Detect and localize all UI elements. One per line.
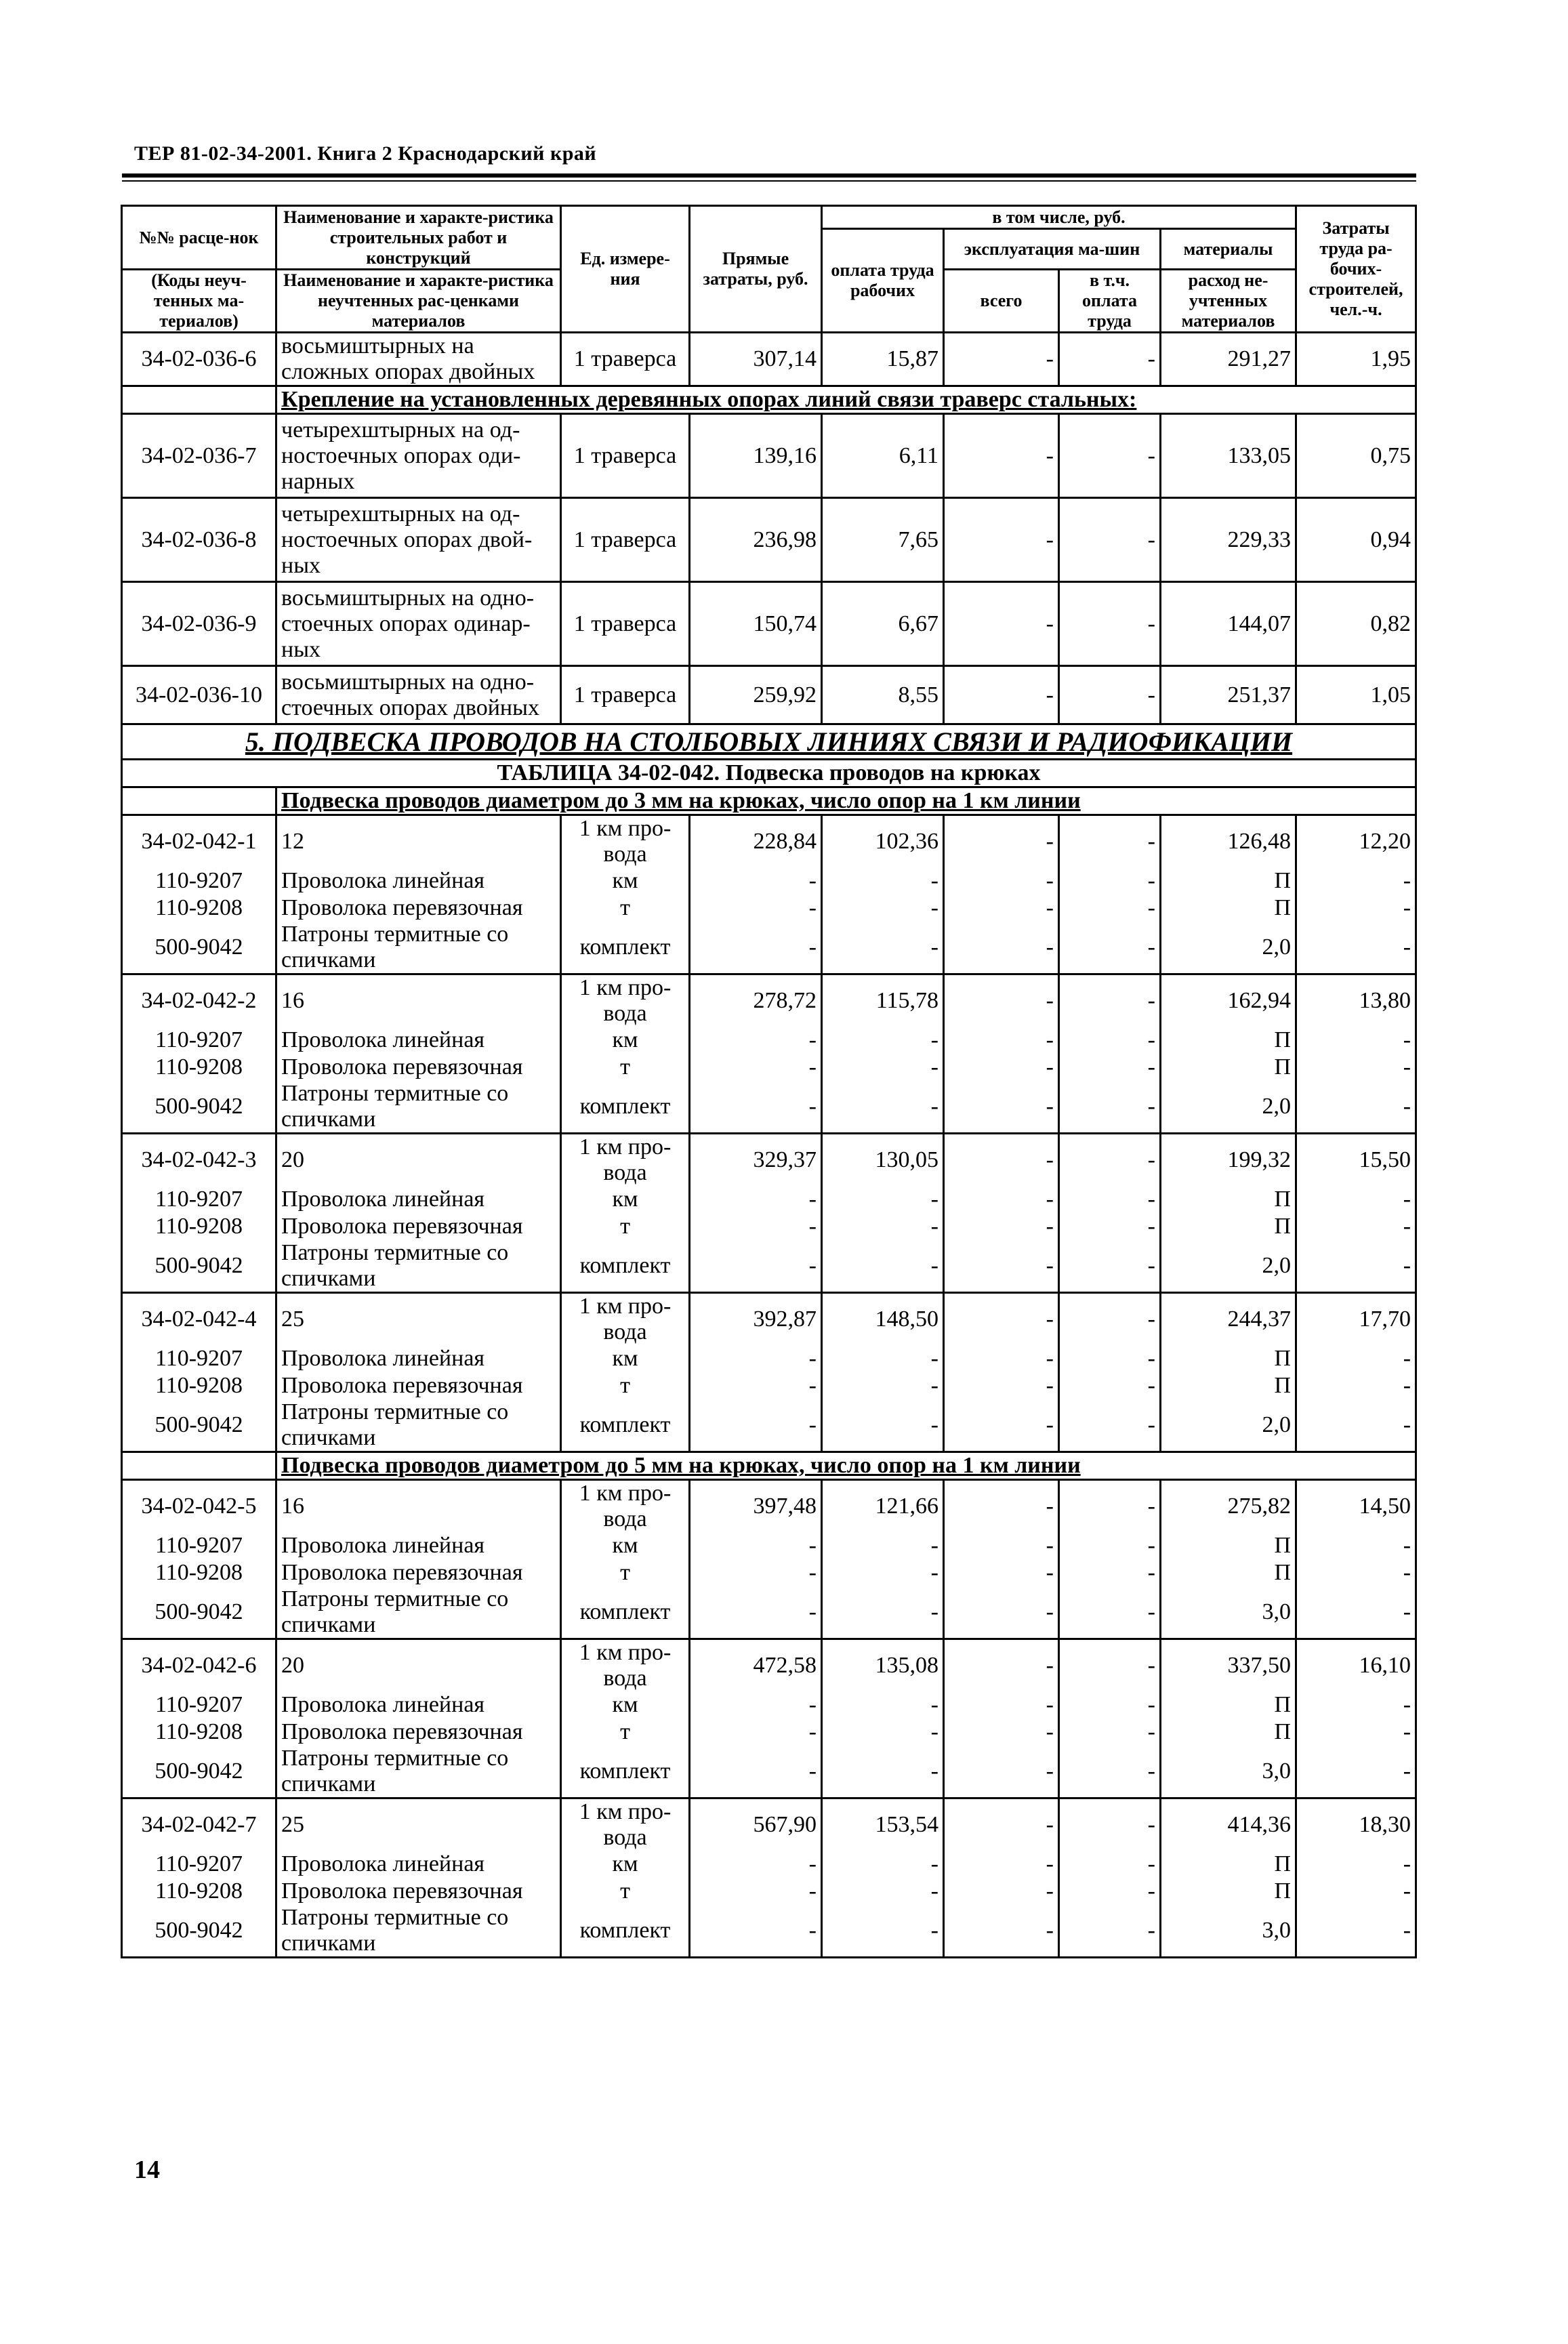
material-row: 500-9042 Патроны термитные со спичками комплект - - - - 2,0 - bbox=[122, 1240, 1416, 1293]
col-mach-labor-header: в т.ч. оплата труда bbox=[1059, 270, 1161, 333]
table-row: 34-02-042-6 20 1 км про-вода 472,58 135,08 - - 337,50 16,10 bbox=[122, 1639, 1416, 1692]
material-row: 110-9208 Проволока перевязочная т - - - - П - bbox=[122, 1054, 1416, 1081]
table-row: 34-02-036-6 восьмиштырных на сложных опорах двойных 1 траверса 307,14 15,87 - - 291,27 1,95 bbox=[122, 333, 1416, 386]
page-number: 14 bbox=[134, 2156, 160, 2184]
material-row: 110-9208 Проволока перевязочная т - - - - П - bbox=[122, 1213, 1416, 1240]
material-row: 110-9207 Проволока линейная км - - - - П - bbox=[122, 1851, 1416, 1878]
col-pay-header: оплата труда рабочих bbox=[822, 229, 944, 333]
material-row: 110-9207 Проволока линейная км - - - - П - bbox=[122, 1027, 1416, 1054]
table-row: 34-02-042-2 16 1 км про-вода 278,72 115,78 - - 162,94 13,80 bbox=[122, 974, 1416, 1027]
section-title: 5. ПОДВЕСКА ПРОВОДОВ НА СТОЛБОВЫХ ЛИНИЯХ СВЯЗИ И РАДИОФИКАЦИИ bbox=[122, 724, 1416, 760]
material-row: 110-9208 Проволока перевязочная т - - - - П - bbox=[122, 1559, 1416, 1586]
table-row: 34-02-042-1 12 1 км про-вода 228,84 102,36 - - 126,48 12,20 bbox=[122, 815, 1416, 868]
header-rule bbox=[122, 173, 1416, 178]
material-row: 110-9208 Проволока перевязочная т - - - - П - bbox=[122, 1372, 1416, 1399]
table-row: 34-02-036-9 восьмиштырных на одно-стоечных опорах одинар-ных 1 траверса 150,74 6,67 - - 144,07 0,82 bbox=[122, 582, 1416, 666]
material-row: 110-9207 Проволока линейная км - - - - П - bbox=[122, 867, 1416, 895]
material-row: 500-9042 Патроны термитные со спичками комплект - - - - 3,0 - bbox=[122, 1905, 1416, 1958]
material-row: 110-9207 Проволока линейная км - - - - П - bbox=[122, 1186, 1416, 1213]
col-code-header: №№ расце-нок bbox=[122, 206, 276, 270]
material-row: 500-9042 Патроны термитные со спичками комплект - - - - 3,0 - bbox=[122, 1746, 1416, 1798]
header-rule-thin bbox=[122, 180, 1416, 182]
col-labor-header: Затраты труда ра-бочих-строителей, чел.-ч. bbox=[1296, 206, 1416, 333]
table-row: 34-02-042-5 16 1 км про-вода 397,48 121,66 - - 275,82 14,50 bbox=[122, 1480, 1416, 1533]
table-row: 34-02-042-3 20 1 км про-вода 329,37 130,05 - - 199,32 15,50 bbox=[122, 1134, 1416, 1187]
material-row: 500-9042 Патроны термитные со спичками комплект - - - - 2,0 - bbox=[122, 922, 1416, 974]
group-title-3mm: Подвеска проводов диаметром до 3 мм на крюках, число опор на 1 км линии bbox=[276, 787, 1416, 815]
col-direct-header: Прямые затраты, руб. bbox=[690, 206, 822, 333]
col-unit-header: Ед. измере-ния bbox=[561, 206, 690, 333]
table-row: 34-02-036-8 четырехштырных на од-ностоечных опорах двой-ных 1 траверса 236,98 7,65 - - 229,33 0,94 bbox=[122, 498, 1416, 582]
material-row: 110-9207 Проволока линейная км - - - - П - bbox=[122, 1691, 1416, 1719]
col-name-header: Наименование и характе-ристика строительных работ и конструкций bbox=[276, 206, 561, 270]
material-row: 500-9042 Патроны термитные со спичками комплект - - - - 2,0 - bbox=[122, 1081, 1416, 1134]
material-row: 500-9042 Патроны термитные со спичками комплект - - - - 3,0 - bbox=[122, 1586, 1416, 1639]
table-row: 34-02-042-4 25 1 км про-вода 392,87 148,50 - - 244,37 17,70 bbox=[122, 1293, 1416, 1346]
material-row: 110-9207 Проволока линейная км - - - - П - bbox=[122, 1345, 1416, 1372]
col-machines-header: эксплуатация ма-шин bbox=[944, 229, 1161, 270]
col-name-sub-header: Наименование и характе-ристика неучтенных рас-ценками материалов bbox=[276, 270, 561, 333]
col-mach-total-header: всего bbox=[944, 270, 1059, 333]
table-row: 34-02-042-7 25 1 км про-вода 567,90 153,54 - - 414,36 18,30 bbox=[122, 1798, 1416, 1851]
table-title: ТАБЛИЦА 34-02-042. Подвеска проводов на крюках bbox=[122, 760, 1416, 787]
material-row: 110-9208 Проволока перевязочная т - - - - П - bbox=[122, 895, 1416, 922]
material-row: 110-9208 Проволока перевязочная т - - - - П - bbox=[122, 1719, 1416, 1746]
price-table bbox=[121, 205, 1417, 1958]
col-code-sub-header: (Коды неуч-тенных ма-териалов) bbox=[122, 270, 276, 333]
document-header: ТЕР 81-02-34-2001. Книга 2 Краснодарский край bbox=[134, 142, 597, 165]
table-row: 34-02-036-7 четырехштырных на од-ностоечных опорах оди-нарных 1 траверса 139,16 6,11 - - 133,05 0,75 bbox=[122, 414, 1416, 498]
group-title-traverse: Крепление на установленных деревянных опорах линий связи траверс стальных: bbox=[276, 386, 1416, 414]
material-row: 500-9042 Патроны термитные со спичками комплект - - - - 2,0 - bbox=[122, 1399, 1416, 1452]
col-materials-header: материалы bbox=[1161, 229, 1296, 270]
group-title-5mm: Подвеска проводов диаметром до 5 мм на крюках, число опор на 1 км линии bbox=[276, 1452, 1416, 1480]
table-row: 34-02-036-10 восьмиштырных на одно-стоечных опорах двойных 1 траверса 259,92 8,55 - - 251,37 1,05 bbox=[122, 666, 1416, 724]
col-mat-sub-header: расход не-учтенных материалов bbox=[1161, 270, 1296, 333]
material-row: 110-9208 Проволока перевязочная т - - - - П - bbox=[122, 1878, 1416, 1905]
material-row: 110-9207 Проволока линейная км - - - - П - bbox=[122, 1532, 1416, 1559]
col-incl-header: в том числе, руб. bbox=[822, 206, 1296, 229]
